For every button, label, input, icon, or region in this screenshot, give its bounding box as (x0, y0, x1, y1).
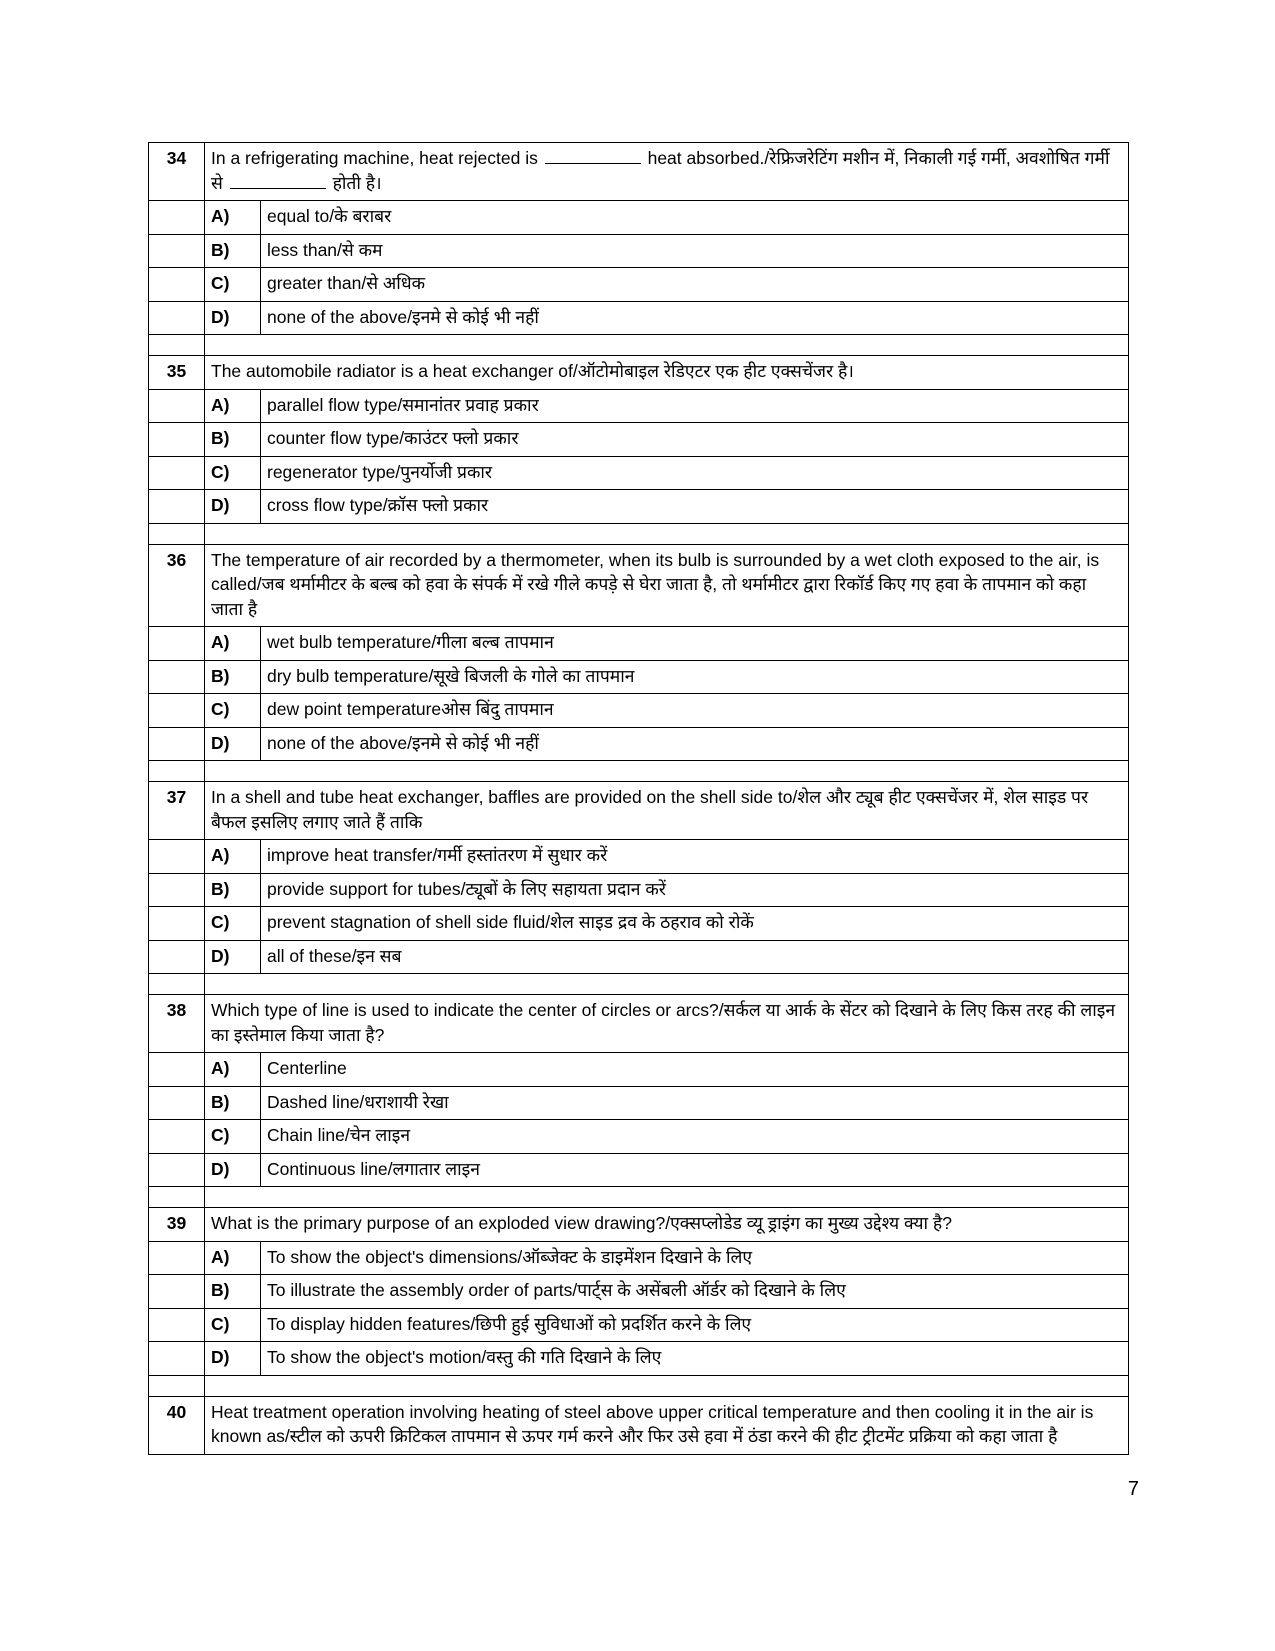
option-label: C) (205, 1308, 261, 1342)
row-gutter (149, 1153, 205, 1187)
option-row[interactable] (149, 490, 1129, 524)
option-text[interactable]: dry bulb temperature/सूखे बिजली के गोले का तापमान (261, 660, 1129, 694)
spacer-body (205, 1375, 1129, 1396)
question-text-part: In a refrigerating machine, heat rejected is (211, 148, 543, 168)
option-text[interactable]: dew point temperatureओस बिंदु तापमान (261, 694, 1129, 728)
option-row[interactable] (149, 1153, 1129, 1187)
option-label: C) (205, 268, 261, 302)
question-row (149, 1208, 1129, 1242)
option-text[interactable]: counter flow type/काउंटर फ्लो प्रकार (261, 423, 1129, 457)
question-text-part: होती है। (327, 172, 382, 193)
option-text[interactable]: none of the above/इनमे से कोई भी नहीं (261, 727, 1129, 761)
spacer-row (149, 1375, 1129, 1396)
question-row (149, 1396, 1129, 1454)
row-gutter (149, 907, 205, 941)
spacer-body (205, 523, 1129, 544)
question-text: Which type of line is used to indicate the center of circles or arcs?/सर्कल या आर्क के सेंटर को दिखाने के लिए किस तरह की लाइन का इस्तेमाल किया जाता है? (205, 995, 1129, 1053)
row-gutter (149, 840, 205, 874)
row-gutter (149, 940, 205, 974)
question-number: 39 (149, 1208, 205, 1242)
option-label: B) (205, 1086, 261, 1120)
row-gutter (149, 1086, 205, 1120)
spacer-gutter (149, 523, 205, 544)
page-number: 7 (1127, 1478, 1139, 1500)
spacer-gutter (149, 1187, 205, 1208)
option-text[interactable]: Centerline (261, 1053, 1129, 1087)
option-row[interactable] (149, 423, 1129, 457)
question-row (149, 143, 1129, 201)
option-row[interactable] (149, 1241, 1129, 1275)
spacer-body (205, 761, 1129, 782)
option-text[interactable]: Chain line/चेन लाइन (261, 1120, 1129, 1154)
row-gutter (149, 1275, 205, 1309)
row-gutter (149, 301, 205, 335)
option-label: A) (205, 389, 261, 423)
option-row[interactable] (149, 301, 1129, 335)
option-row[interactable] (149, 234, 1129, 268)
option-label: A) (205, 1053, 261, 1087)
option-row[interactable] (149, 1342, 1129, 1376)
question-text: The temperature of air recorded by a thermometer, when its bulb is surrounded by a wet cloth exposed to the air, is called/जब थर्मामीटर के बल्ब को हवा के संपर्क में रखे गीले कपड़े से घेरा जाता है, तो थर्मामीटर द्वारा रिकॉर्ड किए गए हवा के तापमान को कहा जाता है (205, 544, 1129, 627)
option-label: D) (205, 1342, 261, 1376)
option-text[interactable]: regenerator type/पुनर्योजी प्रकार (261, 456, 1129, 490)
row-gutter (149, 1342, 205, 1376)
option-row[interactable] (149, 456, 1129, 490)
option-label: B) (205, 234, 261, 268)
option-text[interactable]: all of these/इन सब (261, 940, 1129, 974)
spacer-row (149, 761, 1129, 782)
question-text (205, 143, 1129, 201)
option-label: C) (205, 456, 261, 490)
spacer-row (149, 974, 1129, 995)
question-row (149, 782, 1129, 840)
option-text[interactable]: parallel flow type/समानांतर प्रवाह प्रकार (261, 389, 1129, 423)
spacer-gutter (149, 1375, 205, 1396)
option-row[interactable] (149, 1120, 1129, 1154)
question-text: In a shell and tube heat exchanger, baffles are provided on the shell side to/शेल और ट्यूब हीट एक्सचेंजर में, शेल साइड पर बैफल इसलिए लगाए जाते हैं ताकि (205, 782, 1129, 840)
row-gutter (149, 201, 205, 235)
question-row (149, 356, 1129, 390)
option-label: D) (205, 940, 261, 974)
question-text-part: heat absorbed./रेफ्रिजरेटिंग मशीन में, निकाली गई गर्मी, अवशोषित गर्मी से (211, 148, 1110, 193)
spacer-body (205, 335, 1129, 356)
question-sheet (148, 142, 1128, 1455)
spacer-row (149, 335, 1129, 356)
row-gutter (149, 727, 205, 761)
option-text[interactable]: none of the above/इनमे से कोई भी नहीं (261, 301, 1129, 335)
option-text[interactable]: greater than/से अधिक (261, 268, 1129, 302)
row-gutter (149, 268, 205, 302)
option-label: C) (205, 694, 261, 728)
option-label: D) (205, 727, 261, 761)
option-row[interactable] (149, 201, 1129, 235)
option-label: B) (205, 1275, 261, 1309)
question-row (149, 995, 1129, 1053)
option-label: A) (205, 840, 261, 874)
option-text[interactable]: Continuous line/लगातार लाइन (261, 1153, 1129, 1187)
option-row[interactable] (149, 389, 1129, 423)
option-row[interactable] (149, 660, 1129, 694)
question-number: 37 (149, 782, 205, 840)
questions-table (148, 142, 1129, 1455)
fill-in-blank (230, 188, 326, 189)
row-gutter (149, 490, 205, 524)
row-gutter (149, 234, 205, 268)
spacer-gutter (149, 335, 205, 356)
row-gutter (149, 1120, 205, 1154)
option-row[interactable] (149, 1053, 1129, 1087)
option-label: D) (205, 1153, 261, 1187)
spacer-row (149, 523, 1129, 544)
row-gutter (149, 660, 205, 694)
row-gutter (149, 1241, 205, 1275)
spacer-row (149, 1187, 1129, 1208)
spacer-gutter (149, 761, 205, 782)
spacer-body (205, 1187, 1129, 1208)
question-text: Heat treatment operation involving heating of steel above upper critical temperature and then cooling it in the air is known as/स्टील को ऊपरी क्रिटिकल तापमान से ऊपर गर्म करने और फिर उसे हवा में ठंडा करने की हीट ट्रीटमेंट प्रक्रिया को कहा जाता है (205, 1396, 1129, 1454)
row-gutter (149, 456, 205, 490)
option-text[interactable]: wet bulb temperature/गीला बल्ब तापमान (261, 627, 1129, 661)
option-text[interactable]: provide support for tubes/ट्यूबों के लिए सहायता प्रदान करें (261, 873, 1129, 907)
option-row[interactable] (149, 873, 1129, 907)
option-label: C) (205, 1120, 261, 1154)
row-gutter (149, 627, 205, 661)
option-row[interactable] (149, 840, 1129, 874)
option-text[interactable]: cross flow type/क्रॉस फ्लो प्रकार (261, 490, 1129, 524)
option-label: B) (205, 873, 261, 907)
option-label: A) (205, 627, 261, 661)
option-text[interactable]: improve heat transfer/गर्मी हस्तांतरण में सुधार करें (261, 840, 1129, 874)
fill-in-blank (545, 163, 641, 164)
option-label: D) (205, 490, 261, 524)
question-number: 34 (149, 143, 205, 201)
option-text[interactable]: To illustrate the assembly order of parts/पार्ट्स के असेंबली ऑर्डर को दिखाने के लिए (261, 1275, 1129, 1309)
question-number: 40 (149, 1396, 205, 1454)
question-text: What is the primary purpose of an exploded view drawing?/एक्सप्लोडेड व्यू ड्राइंग का मुख्य उद्देश्य क्या है? (205, 1208, 1129, 1242)
option-row[interactable] (149, 907, 1129, 941)
option-row[interactable] (149, 694, 1129, 728)
row-gutter (149, 1053, 205, 1087)
option-text[interactable]: Dashed line/धराशायी रेखा (261, 1086, 1129, 1120)
option-text[interactable]: equal to/के बराबर (261, 201, 1129, 235)
option-row[interactable] (149, 268, 1129, 302)
option-text[interactable]: To show the object's motion/वस्तु की गति दिखाने के लिए (261, 1342, 1129, 1376)
option-label: B) (205, 660, 261, 694)
question-text: The automobile radiator is a heat exchanger of/ऑटोमोबाइल रेडिएटर एक हीट एक्सचेंजर है। (205, 356, 1129, 390)
option-label: B) (205, 423, 261, 457)
row-gutter (149, 423, 205, 457)
row-gutter (149, 389, 205, 423)
option-text[interactable]: prevent stagnation of shell side fluid/शेल साइड द्रव के ठहराव को रोकें (261, 907, 1129, 941)
row-gutter (149, 873, 205, 907)
row-gutter (149, 1308, 205, 1342)
spacer-body (205, 974, 1129, 995)
option-text[interactable]: To display hidden features/छिपी हुई सुविधाओं को प्रदर्शित करने के लिए (261, 1308, 1129, 1342)
option-text[interactable]: less than/से कम (261, 234, 1129, 268)
question-row (149, 544, 1129, 627)
option-row[interactable] (149, 627, 1129, 661)
row-gutter (149, 694, 205, 728)
question-number: 36 (149, 544, 205, 627)
option-label: A) (205, 1241, 261, 1275)
option-row[interactable] (149, 727, 1129, 761)
option-row[interactable] (149, 940, 1129, 974)
option-label: A) (205, 201, 261, 235)
question-number: 38 (149, 995, 205, 1053)
option-label: C) (205, 907, 261, 941)
option-label: D) (205, 301, 261, 335)
question-number: 35 (149, 356, 205, 390)
option-row[interactable] (149, 1086, 1129, 1120)
option-row[interactable] (149, 1308, 1129, 1342)
option-text[interactable]: To show the object's dimensions/ऑब्जेक्ट के डाइमेंशन दिखाने के लिए (261, 1241, 1129, 1275)
spacer-gutter (149, 974, 205, 995)
option-row[interactable] (149, 1275, 1129, 1309)
